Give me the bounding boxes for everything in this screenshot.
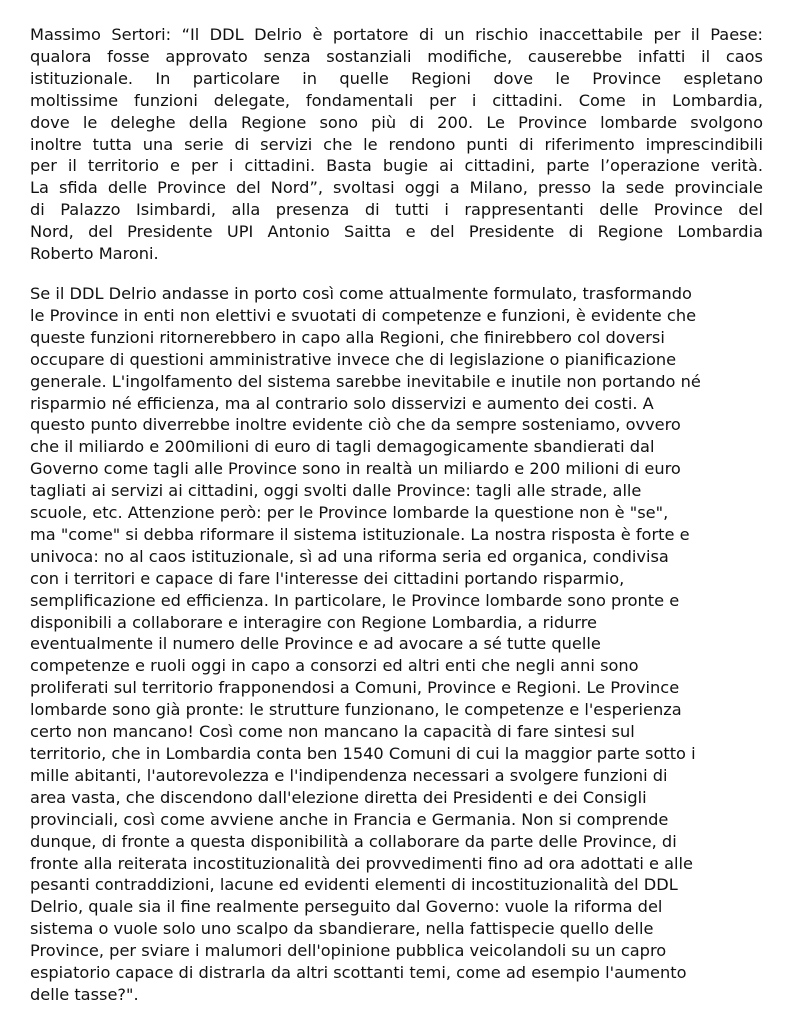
text-line: queste funzioni ritornerebbero in capo alla Regioni, che finirebbero col doversi [30, 327, 665, 347]
text-line: scuole, etc. Attenzione però: per le Province lombarde la questione non è "se", [30, 503, 669, 523]
text-line: Nord, del Presidente UPI Antonio Saitta e del Presidente di Regione Lombardia [30, 222, 763, 242]
text-line: eventualmente il numero delle Province e ad avocare a sé tutte quelle [30, 634, 601, 654]
text-line: moltissime funzioni delegate, fondamentali per i cittadini. Come in Lombardia, [30, 90, 763, 110]
text-line: che il miliardo e 200milioni di euro di tagli demagogicamente sbandierati dal [30, 437, 655, 457]
text-line: univoca: no al caos istituzionale, sì ad una riforma seria ed organica, condivisa [30, 546, 669, 566]
text-line: ma "come" si debba riformare il sistema istituzionale. La nostra risposta è forte e [30, 524, 690, 544]
text-line: risparmio né efficienza, ma al contrario solo disservizi e aumento dei costi. A [30, 393, 654, 413]
text-line: questo punto diverrebbe inoltre evidente ciò che da sempre sosteniamo, ovvero [30, 415, 681, 435]
text-line: istituzionale. In particolare in quelle Regioni dove le Province espletano [30, 68, 763, 88]
text-line: disponibili a collaborare e interagire con Regione Lombardia, a ridurre [30, 612, 597, 632]
text-line: Province, per sviare i malumori dell'opinione pubblica veicolandoli su un capro [30, 941, 667, 961]
paragraph-2 [30, 283, 763, 1006]
text-line: di Palazzo Isimbardi, alla presenza di tutti i rappresentanti delle Province del [30, 200, 763, 220]
text-line: Delrio, quale sia il fine realmente perseguito dal Governo: vuole la riforma del [30, 897, 663, 917]
document-body [30, 24, 763, 1006]
text-line: inoltre tutta una serie di servizi che le rendono punti di riferimento imprescindibili [30, 134, 763, 154]
text-line: espiatorio capace di distrarla da altri scottanti temi, come ad esempio l'aumento [30, 963, 687, 983]
text-line: Se il DDL Delrio andasse in porto così come attualmente formulato, trasformando [30, 283, 692, 303]
text-line: proliferati sul territorio frapponendosi a Comuni, Province e Regioni. Le Province [30, 678, 680, 698]
text-line: occupare di questioni amministrative invece che di legislazione o pianificazione [30, 349, 677, 369]
text-line: qualora fosse approvato senza sostanziali modifiche, causerebbe infatti il caos [30, 46, 763, 66]
text-line: dunque, di fronte a questa disponibilità a collaborare da parte delle Province, di [30, 831, 677, 851]
text-line: Governo come tagli alle Province sono in realtà un miliardo e 200 milioni di euro [30, 459, 681, 479]
text-line: dove le deleghe della Regione sono più di 200. Le Province lombarde svolgono [30, 112, 763, 132]
paragraph-1 [30, 24, 763, 265]
text-line: semplificazione ed efficienza. In particolare, le Province lombarde sono pronte e [30, 590, 680, 610]
text-line: tagliati ai servizi ai cittadini, oggi svolti dalle Province: tagli alle strade, alle [30, 481, 642, 501]
text-line: lombarde sono già pronte: le strutture funzionano, le competenze e l'esperienza [30, 700, 682, 720]
text-line: con i territori e capace di fare l'interesse dei cittadini portando risparmio, [30, 568, 625, 588]
text-line: pesanti contraddizioni, lacune ed evidenti elementi di incostituzionalità del DDL [30, 875, 678, 895]
text-line: Roberto Maroni. [30, 244, 159, 264]
text-line: le Province in enti non elettivi e svuotati di competenze e funzioni, è evidente che [30, 305, 697, 325]
text-line: mille abitanti, l'autorevolezza e l'indipendenza necessari a svolgere funzioni di [30, 765, 668, 785]
text-line: sistema o vuole solo uno scalpo da sbandierare, nella fattispecie quello delle [30, 919, 654, 939]
text-line: territorio, che in Lombardia conta ben 1540 Comuni di cui la maggior parte sotto i [30, 744, 696, 763]
text-line: fronte alla reiterata incostituzionalità dei provvedimenti fino ad ora adottati e alle [30, 853, 693, 873]
text-line: certo non mancano! Così come non mancano la capacità di fare sintesi sul [30, 722, 635, 742]
text-line: generale. L'ingolfamento del sistema sarebbe inevitabile e inutile non portando né [30, 371, 701, 391]
text-line: La sfida delle Province del Nord”, svoltasi oggi a Milano, presso la sede provinciale [30, 178, 763, 198]
text-line: competenze e ruoli oggi in capo a consorzi ed altri enti che negli anni sono [30, 656, 639, 676]
text-line: provinciali, così come avviene anche in Francia e Germania. Non si comprende [30, 809, 669, 829]
text-line: per il territorio e per i cittadini. Basta bugie ai cittadini, parte l’operazione verità. [30, 156, 763, 176]
text-line: area vasta, che discendono dall'elezione diretta dei Presidenti e dei Consigli [30, 787, 647, 807]
text-line: Massimo Sertori: “Il DDL Delrio è portatore di un rischio inaccettabile per il Paese: [30, 25, 763, 44]
text-line: delle tasse?". [30, 984, 139, 1004]
